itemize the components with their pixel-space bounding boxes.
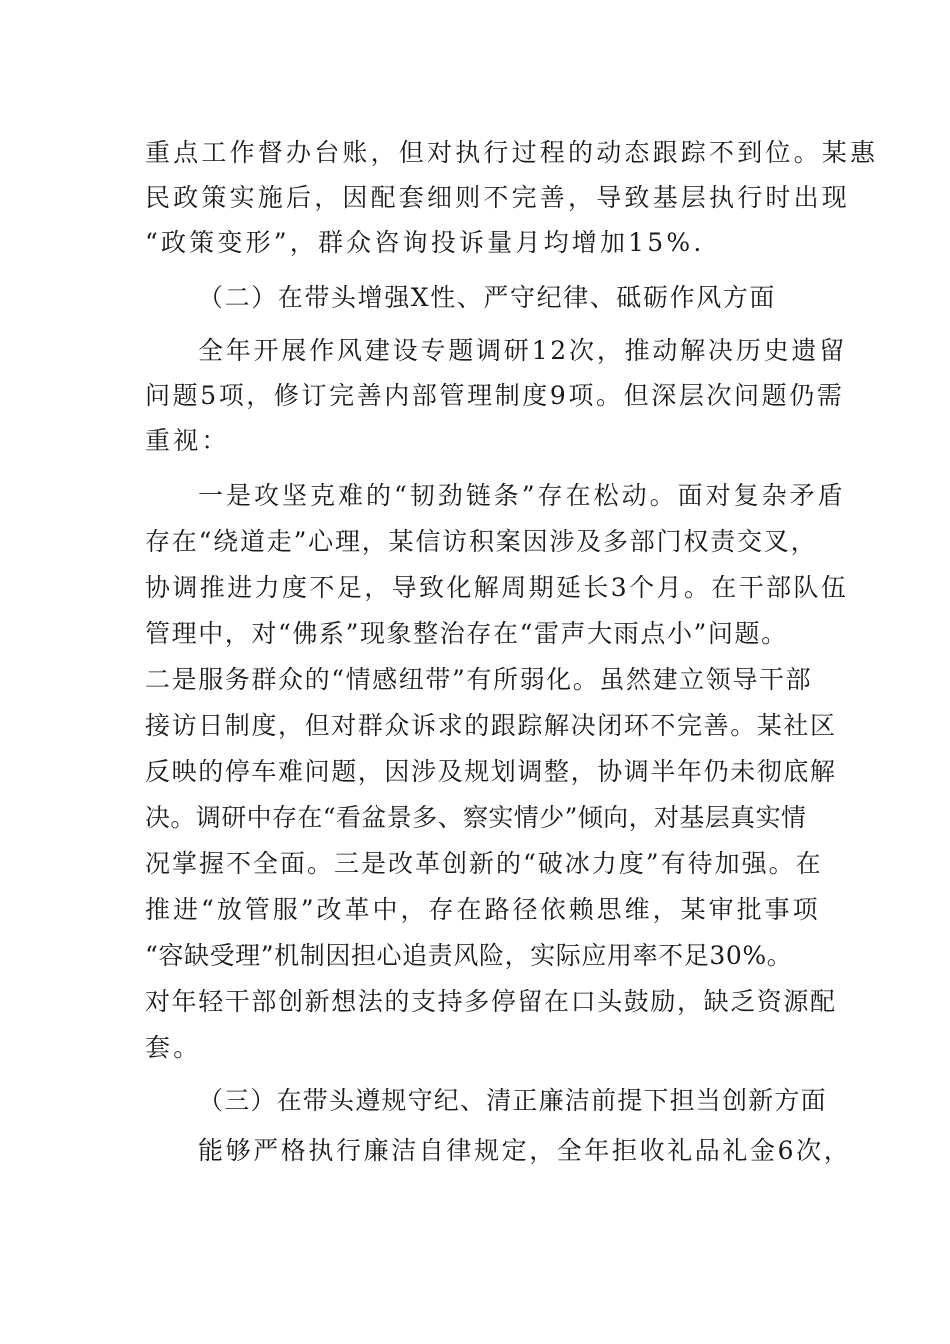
text-line: 推进“放管服”改革中，存在路径依赖思维，某审批事项 (145, 895, 821, 924)
text-line: 协调推进力度不足，导致化解周期延长3个月。在干部队伍 (145, 573, 849, 602)
text-line: 问题5项，修订完善内部管理制度9项。但深层次问题仍需 (145, 381, 845, 410)
text-line: “政策变形”，群众咨询投诉量月均增加15%. (145, 228, 705, 257)
text-line: 套。 (145, 1033, 202, 1062)
text-line: 决。调研中存在“看盆景多、察实情少”倾向，对基层真实情 (145, 803, 807, 832)
text-line: 民政策实施后，因配套细则不完善，导致基层执行时出现 (145, 183, 851, 212)
section-heading: （三）在带头遵规守纪、清正廉洁前提下担当创新方面 (198, 1086, 827, 1115)
text-line: 管理中，对“佛系”现象整治存在“雷声大雨点小”问题。 (145, 619, 788, 648)
text-line: 一是攻坚克难的“韧劲链条”存在松动。面对复杂矛盾 (198, 481, 846, 510)
text-line: 全年开展作风建设专题调研12次，推动解决历史遗留 (198, 336, 848, 365)
text-line: 重视： (145, 426, 230, 455)
text-line: 接访日制度，但对群众诉求的跟踪解决闭环不完善。某社区 (145, 711, 837, 740)
text-line: 能够严格执行廉洁自律规定，全年拒收礼品礼金6次， (198, 1136, 852, 1165)
text-line: 反映的停车难问题，因涉及规划调整，协调半年仍未彻底解 (145, 757, 837, 786)
text-line: 重点工作督办台账，但对执行过程的动态跟踪不到位。某惠 (145, 138, 879, 167)
text-line: 对年轻干部创新想法的支持多停留在口头鼓励，缺乏资源配 (145, 987, 837, 1016)
text-line: 二是服务群众的“情感纽带”有所弱化。虽然建立领导干部 (145, 665, 813, 694)
text-line: 存在“绕道走”心理，某信访积案因涉及多部门权责交叉， (145, 527, 818, 556)
text-line: 况掌握不全面。三是改革创新的“破冰力度”有待加强。在 (145, 849, 823, 878)
text-line: “容缺受理”机制因担心追责风险，实际应用率不足30%。 (145, 941, 793, 970)
section-heading: （二）在带头增强X性、严守纪律、砥砺作风方面 (198, 283, 776, 312)
